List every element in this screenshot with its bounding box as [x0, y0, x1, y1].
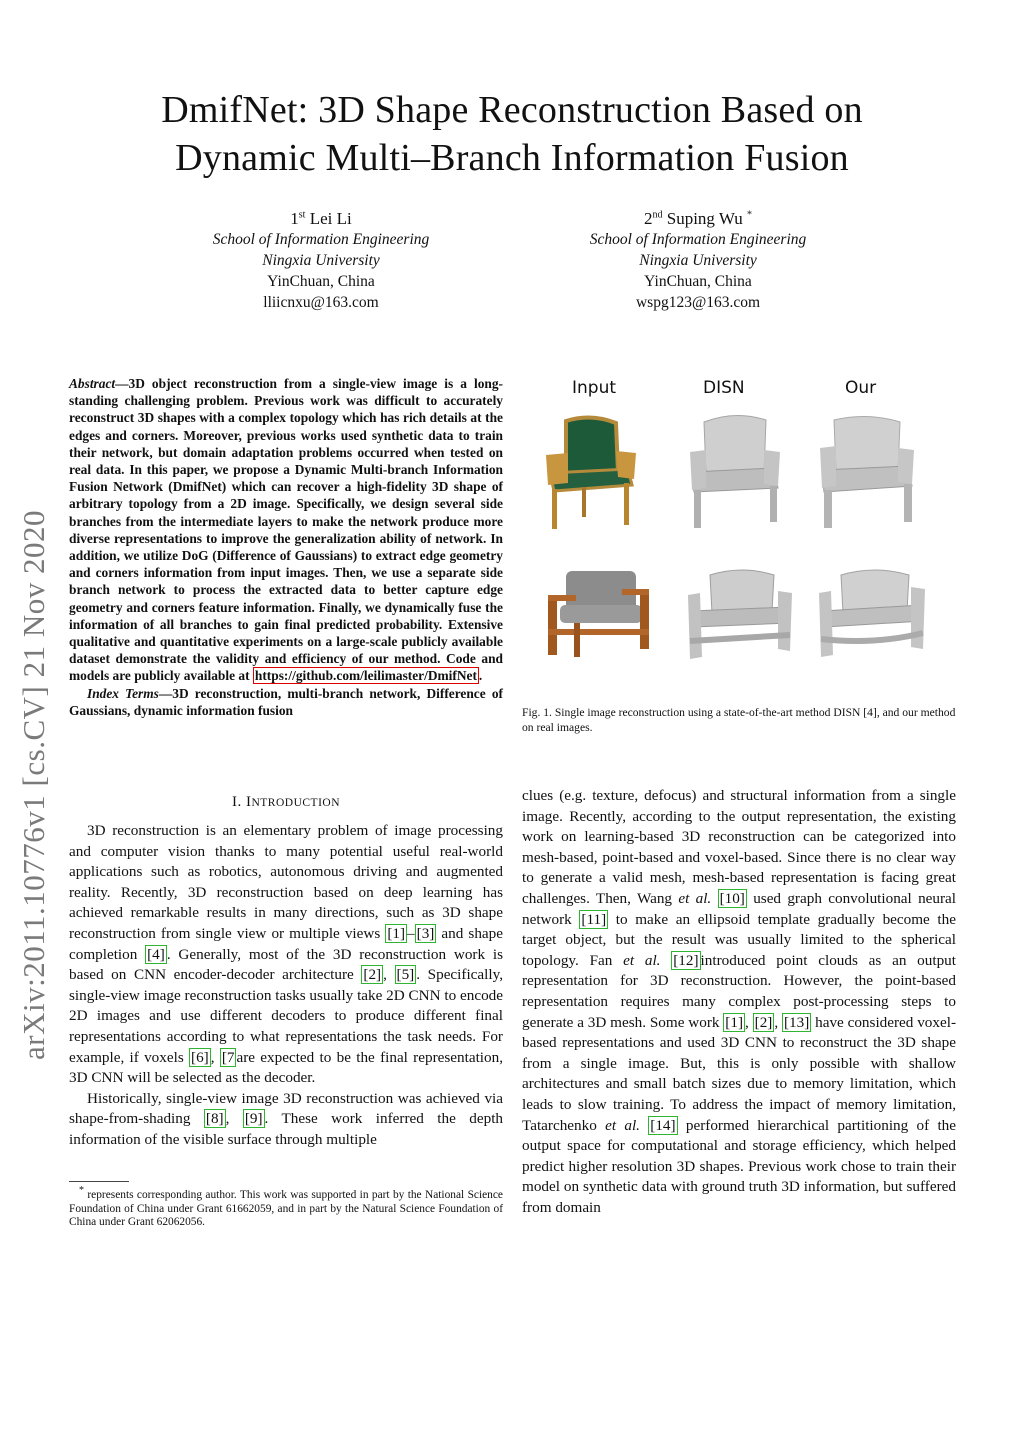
italic-text: et al. — [678, 889, 712, 907]
intro-right-column — [522, 786, 956, 1218]
index-terms-label: Index Terms — [87, 685, 159, 701]
citation-link[interactable]: [2] — [363, 966, 382, 984]
author-affiliation: School of Information Engineering — [589, 231, 807, 248]
section-heading: I. INTRODUCTION — [231, 794, 341, 810]
paragraph-text — [711, 890, 717, 907]
intro-paragraph-2 — [69, 1089, 503, 1151]
citation-link[interactable]: [5] — [396, 966, 415, 984]
our-chair-1-render — [812, 408, 922, 533]
footnote-rule — [69, 1181, 129, 1182]
footnote: * represents corresponding author. This work was supported in part by the National Science Foundation of China under Grant 61662059, and in part by the Natural Science Foundation of China under Grant 62062056. — [69, 1185, 503, 1229]
citation-link[interactable]: [11] — [581, 910, 607, 928]
paragraph-text: 3D reconstruction is an elementary problem of image processing and computer vision thanks to many potential useful real-world applications such as robotics, autonomous driving and augmented reality. Recently, 3D reconstruction based on deep learning has achieved remarkable results in many directions, such as 3D shape reconstruction from single view or multiple views — [69, 822, 503, 942]
author-name: 2nd Suping Wu * — [644, 209, 752, 228]
author-block-2 — [538, 208, 858, 313]
paragraph-text: , — [210, 1048, 220, 1066]
paragraph-text: , — [745, 1013, 753, 1031]
paragraph-text: used graph convolutional neural network — [522, 889, 957, 928]
abstract-body: —3D object reconstruction from a single-view image is a long-standing challenging problem. Previous work was difficult to accurately reconstruct 3D shapes with a complex topology which has rich details at the edges and corners. Moreover, previous works used synthetic data to train their network, but domain adaptation problems occurred when tested on real data. In this paper, we propose a Dynamic Multi-branch Information Fusion Network (DmifNet) which can recover a high-fidelity 3D shape of arbitrary topology from a 2D image. Specifically, we design several side branches from the intermediate layers to make the network produce more diverse representations to improve the generalization ability of network. In addition, we utilize DoG (Difference of Gaussians) to extract edge geometry and corners information from input images. Then, we use a separate side branch network to process the extracted data to better capture edge geometry and corners feature information. Finally, we dynamically fuse the information of all branches to gain final predicted probability. Extensive qualitative and quantitative experiments on a large-scale publicly available dataset demonstrate the validity and efficiency of our method. Code and models are publicly available at — [69, 376, 503, 684]
paragraph-text: have considered voxel-based representations and used 3D CNN to reconstruct the 3D shape from a single image. But, this is only possible with shallow architectures and small batch sizes due to memory limitation, which leads to slow training. To address the impact of memory limitation, Tatarchenko — [522, 1013, 957, 1134]
title-line-2: Dynamic Multi–Branch Information Fusion — [175, 137, 849, 179]
author-university: Ningxia University — [262, 252, 380, 269]
paragraph-text: introduced point clouds as an output representation for 3D reconstruction. However, the point-based representation requires many complex post-processing steps to generate a 3D mesh. Some work — [522, 951, 956, 1031]
author-name: 1st Lei Li — [290, 209, 352, 228]
italic-text: et al. — [623, 951, 661, 969]
abstract-label: Abstract — [69, 376, 116, 391]
author-email[interactable]: lliicnxu@163.com — [263, 294, 379, 311]
code-link[interactable]: https://github.com/leilimaster/DmifNet — [254, 668, 477, 684]
our-chair-2-render — [815, 565, 930, 665]
author-affiliation: School of Information Engineering — [212, 231, 430, 248]
paragraph-text: . Specifically, single-view image reconstruction tasks usually take 2D CNN to encode 2D images and use different decoders to produce different final representations according to what representations the task needs. For example, if voxels — [69, 966, 504, 1066]
author-location: YinChuan, China — [267, 273, 375, 290]
citation-link[interactable]: [7 — [221, 1048, 235, 1066]
figure-col-label: Input — [572, 378, 617, 398]
paragraph-text: are expected to be the final representation, 3D CNN will be selected as the decoder. — [69, 1048, 504, 1087]
paragraph-text: – — [407, 924, 415, 942]
arxiv-stamp: arXiv:2011.10776v1 [cs.CV] 21 Nov 2020 — [16, 510, 51, 1060]
citation-link[interactable]: [10] — [719, 889, 745, 907]
figure-caption: Fig. 1. Single image reconstruction using a state-of-the-art method DISN [4], and our method on real images. — [522, 706, 956, 734]
disn-chair-2-render — [682, 565, 797, 665]
citation-link[interactable]: [1] — [725, 1013, 744, 1031]
paragraph-text — [660, 952, 671, 969]
figure-col-label: DISN — [703, 378, 745, 398]
input-chair-green-image — [536, 413, 646, 533]
citation-link[interactable]: [13] — [783, 1013, 810, 1031]
author-university: Ningxia University — [639, 252, 757, 269]
paragraph-text: , — [383, 966, 395, 984]
author-email[interactable]: wspg123@163.com — [635, 294, 761, 311]
paragraph-text: and shape completion — [69, 924, 503, 963]
citation-link[interactable]: [1] — [387, 924, 406, 942]
paragraph-text: , — [774, 1013, 782, 1031]
citation-link[interactable]: [14] — [650, 1116, 676, 1134]
index-terms-body: —3D reconstruction, multi-branch network, Difference of Gaussians, dynamic information fusion — [69, 685, 503, 718]
author-block-1 — [161, 208, 481, 313]
paragraph-text: to make an ellipsoid template gradually become the target object, but the result was usually limited to the spherical topology. Fan — [522, 910, 956, 969]
citation-link[interactable]: [2] — [754, 1013, 773, 1031]
intro-left-column — [69, 821, 503, 1151]
citation-link[interactable]: [6] — [191, 1048, 209, 1066]
intro-paragraph-1 — [69, 821, 503, 1089]
paragraph-text: . These work inferred the depth information of the visible surface through multiple — [69, 1110, 504, 1148]
abstract: Abstract—3D object reconstruction from a single-view image is a long-standing challenging problem. Previous work was difficult to accurately reconstruct 3D shapes with a complex topology which has rich details at the edges and corners. Moreover, previous works used synthetic data to train their network, but domain adaptation problems occurred when tested on real data. In this paper, we propose a Dynamic Multi-branch Information Fusion Network (DmifNet) which can recover a high-fidelity 3D shape of arbitrary topology from a 2D image. Specifically, we design several side branches from the intermediate layers to make the network produce more diverse representations to improve the generalization ability of network. In addition, we utilize DoG (Difference of Gaussians) to extract edge geometry and corners information from input images. Then, we use a separate side branch network to process the extracted data to better capture edge geometry and corners feature information. Finally, we dynamically fuse the information of all branches to gain final predicted probability. Extensive qualitative and quantitative experiments on a large-scale publicly available dataset demonstrate the validity and efficiency of our method. Code and models are publicly available at https://github.com/leilimaster/DmifNet . Index Terms—3D reconstruction, multi-branch network, Difference of Gaussians, dynamic information fusion — [69, 376, 503, 718]
input-chair-wood-image — [544, 565, 654, 660]
italic-text: et al. — [605, 1116, 640, 1134]
paragraph-text: . Generally, most of the 3D reconstruction work is based on CNN encoder-decoder architecture — [69, 945, 503, 984]
paper-title — [0, 86, 1024, 182]
citation-link[interactable]: [8] — [205, 1110, 224, 1128]
citation-link[interactable]: [4] — [147, 945, 165, 963]
citation-link[interactable]: [12] — [673, 951, 699, 969]
title-line-1: DmifNet: 3D Shape Reconstruction Based on — [161, 89, 863, 131]
paragraph-text: performed hierarchical partitioning of the output space for computational and storage efficiency, which helped predict higher resolution 3D shapes. Previous work chose to train their model on synthetic data with ground truth 3D information, but suffered from domain — [522, 1116, 956, 1216]
disn-chair-1-render — [680, 408, 790, 533]
citation-link[interactable]: [9] — [244, 1110, 263, 1128]
citation-link[interactable]: [3] — [416, 924, 435, 942]
author-location: YinChuan, China — [644, 273, 752, 290]
paragraph-text: Historically, single-view image 3D reconstruction was achieved via shape-from-shading — [69, 1089, 503, 1128]
paragraph-text: clues (e.g. texture, defocus) and structural information from a single image. Recently, according to the output representation, the existing work on learning-based 3D reconstruction can be categorized into mesh-based, point-based and voxel-based. Since there is no clear way to generate a valid mesh, mesh-based representation is facing great challenges. Then, Wang — [522, 787, 956, 907]
paragraph-text: , — [225, 1110, 243, 1128]
figure-col-label: Our — [845, 378, 877, 398]
